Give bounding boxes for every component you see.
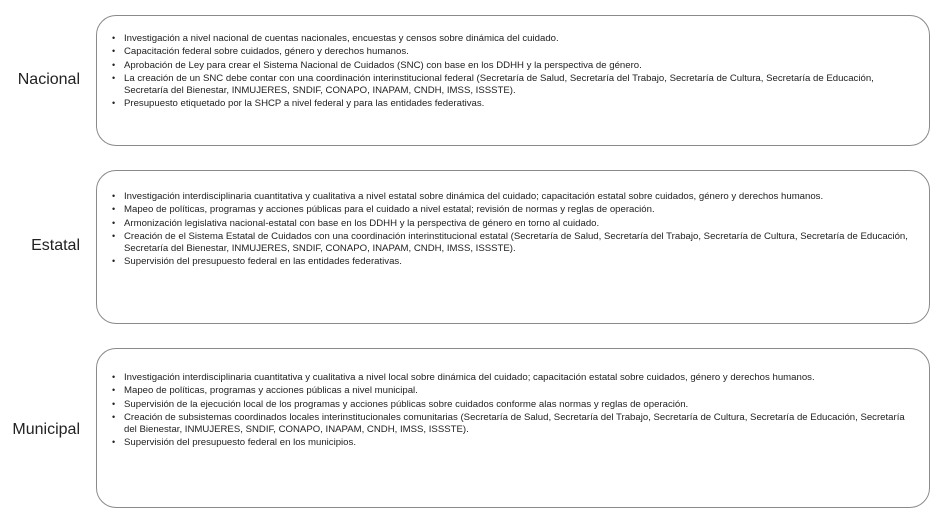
- list-item-text: Creación de el Sistema Estatal de Cuidados con una coordinación interinstitucional estatal (Secretaría de Salud, Secretaría del Trabajo, Secretaría de Cultura, Secretaría de Educación, Secretaría del Bienestar, INMUJERES, SNDIF, CONAPO, INAPAM, CNDH, IMSS, ISSSTE).: [124, 231, 908, 254]
- list-item-text: Supervisión del presupuesto federal en las entidades federativas.: [124, 256, 402, 268]
- list-item: [111, 218, 915, 230]
- bullet-icon: •: [112, 33, 116, 43]
- list-item: [111, 412, 915, 435]
- level-label-estatal: Estatal: [31, 237, 80, 254]
- bullet-icon: •: [112, 73, 116, 84]
- list-item: [111, 33, 915, 45]
- bullet-icon: •: [112, 217, 116, 228]
- bullet-icon: •: [112, 372, 116, 382]
- bullet-icon: •: [112, 231, 116, 242]
- bullet-icon: •: [112, 398, 116, 409]
- list-item: [111, 231, 915, 254]
- list-item-text: La creación de un SNC debe contar con una coordinación interinstitucional federal (Secretaría de Salud, Secretaría del Trabajo, Secretaría de Cultura, Secretaría de Educación, Secretaría del Bienestar, INMUJERES, SNDIF, CONAPO, INAPAM, CNDH, IMSS, ISSSTE).: [124, 73, 874, 96]
- list-item-text: Investigación interdisciplinaria cuantitativa y cualitativa a nivel local sobre dinámica del cuidado; capacitación estatal sobre cuidados, género y derechos humanos.: [124, 372, 815, 383]
- list-item-text: Investigación interdisciplinaria cuantitativa y cualitativa a nivel estatal sobre dinámica del cuidado; capacitación estatal sobre cuidados, género y derechos humanos.: [124, 191, 824, 202]
- list-item-text: Supervisión de la ejecución local de los programas y acciones públicas sobre cuidados conforme alas normas y reglas de operación.: [124, 398, 689, 410]
- list-item-text: Aprobación de Ley para crear el Sistema Nacional de Cuidados (SNC) con base en los DDHH y la perspectiva de género.: [124, 59, 642, 71]
- list-item: [111, 191, 915, 203]
- item-list-nacional: [111, 33, 915, 110]
- list-item: [111, 385, 915, 397]
- list-item-text: Armonización legislativa nacional-estatal con base en los DDHH y la perspectiva de género en torno al cuidado.: [124, 217, 600, 229]
- bullet-icon: •: [112, 46, 116, 57]
- list-item: [111, 98, 915, 110]
- list-item-text: Mapeo de políticas, programas y acciones públicas para el cuidado a nivel estatal; revisión de normas y reglas de operación.: [124, 204, 655, 216]
- list-item: [111, 399, 915, 411]
- item-list-estatal: [111, 191, 915, 268]
- list-item: [111, 204, 915, 216]
- level-label-nacional: Nacional: [17, 71, 80, 88]
- list-item-text: Mapeo de políticas, programas y acciones públicas a nivel municipal.: [124, 385, 418, 397]
- list-item: [111, 437, 915, 449]
- list-item-text: Investigación a nivel nacional de cuentas nacionales, encuestas y censos sobre dinámica del cuidado.: [124, 33, 559, 44]
- list-item: [111, 256, 915, 268]
- bullet-icon: •: [112, 412, 116, 423]
- list-item: [111, 372, 915, 384]
- list-item: [111, 73, 915, 96]
- level-box-estatal: [96, 170, 930, 324]
- bullet-icon: •: [112, 385, 116, 396]
- list-item: [111, 60, 915, 72]
- list-item-text: Supervisión del presupuesto federal en los municipios.: [124, 437, 356, 449]
- bullet-icon: •: [112, 59, 116, 70]
- bullet-icon: •: [112, 256, 116, 267]
- level-box-municipal: [96, 348, 930, 508]
- bullet-icon: •: [112, 437, 116, 448]
- bullet-icon: •: [112, 98, 116, 109]
- list-item-text: Presupuesto etiquetado por la SHCP a nivel federal y para las entidades federativas.: [124, 98, 485, 110]
- level-label-municipal: Municipal: [12, 421, 80, 438]
- list-item-text: Creación de subsistemas coordinados locales interinstitucionales comunitarias (Secretaría de Salud, Secretaría del Trabajo, Secretaría de Cultura, Secretaría de Educación, Secretaría del Bienestar, INMUJERES, SNDIF, CONAPO, INAPAM, CNDH, IMSS, ISSSTE).: [124, 412, 905, 435]
- bullet-icon: •: [112, 191, 116, 201]
- item-list-municipal: [111, 372, 915, 449]
- level-box-nacional: [96, 15, 930, 146]
- list-item: [111, 46, 915, 58]
- list-item-text: Capacitación federal sobre cuidados, género y derechos humanos.: [124, 46, 409, 58]
- bullet-icon: •: [112, 204, 116, 215]
